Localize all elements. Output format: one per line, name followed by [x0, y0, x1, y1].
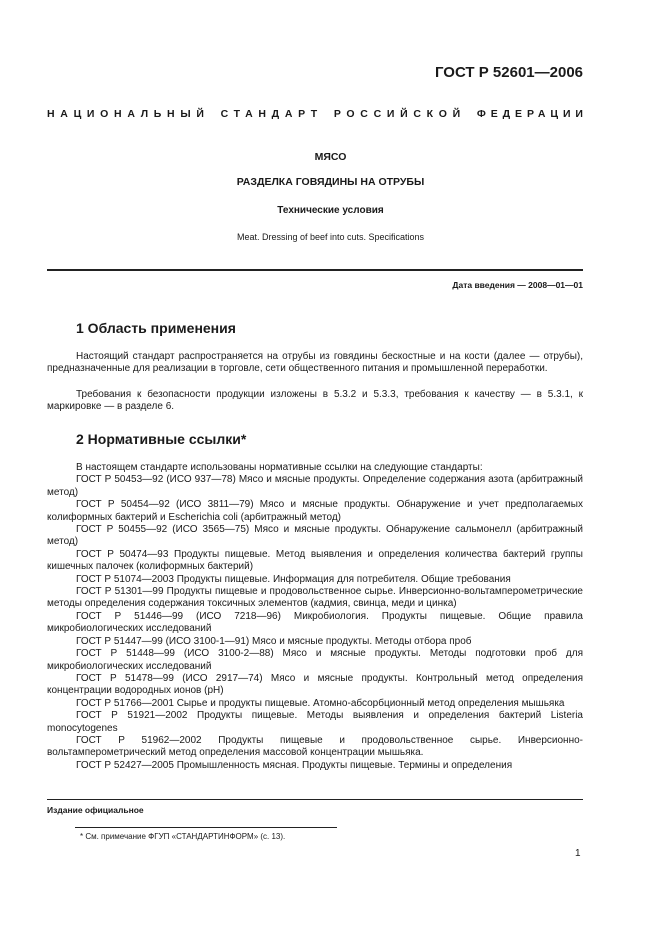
- references-intro: В настоящем стандарте использованы нормативные ссылки на следующие стандарты:: [76, 462, 483, 473]
- reference-item: ГОСТ Р 51921—2002 Продукты пищевые. Методы выявления и определения бактерий Listeria monocytogenes: [47, 710, 583, 734]
- introduction-date: Дата введения — 2008—01—01: [452, 280, 583, 290]
- document-number: ГОСТ Р 52601—2006: [434, 64, 583, 81]
- reference-item: ГОСТ Р 51448—99 (ИСО 3100-2—88) Мясо и мясные продукты. Методы подготовки проб для микробиологических исследований: [47, 648, 583, 672]
- title-sub: РАЗДЕЛКА ГОВЯДИНЫ НА ОТРУБЫ: [236, 176, 425, 188]
- title-technical-conditions: Технические условия: [277, 205, 384, 216]
- reference-item: ГОСТ Р 50455—92 (ИСО 3565—75) Мясо и мясные продукты. Обнаружение сальмонелл (арбитражный метод): [47, 524, 583, 548]
- banner-word: НАЦИОНАЛЬНЫЙ: [47, 108, 210, 120]
- reference-item: ГОСТ Р 50454—92 (ИСО 3811—79) Мясо и мясные продукты. Обнаружение и учет предполагаемых колиформных бактерий и Escherichia coli (арбитражный метод): [47, 499, 583, 523]
- reference-item: ГОСТ Р 51447—99 (ИСО 3100-1—91) Мясо и мясные продукты. Методы отбора проб: [76, 635, 472, 647]
- section-heading-references: 2 Нормативные ссылки*: [76, 431, 247, 447]
- title-english: Meat. Dressing of beef into cuts. Specifications: [236, 232, 425, 242]
- scope-paragraph: Настоящий стандарт распространяется на отрубы из говядины бескостные и на кости (далее — отрубы), предназначенные для реализации в торговле, сети общественного питания и промышленной переработки.: [47, 351, 583, 375]
- header-divider: [47, 269, 583, 271]
- scope-paragraph: Требования к безопасности продукции изложены в 5.3.2 и 5.3.3, требования к качеству — в 5.3.1, к маркировке — в разделе 6.: [47, 389, 583, 413]
- footnote-divider: [75, 827, 337, 828]
- reference-item: ГОСТ Р 50474—93 Продукты пищевые. Метод выявления и определения количества бактерий группы кишечных палочек (колиформных бактерий): [47, 548, 583, 573]
- references-list: [47, 462, 583, 772]
- reference-item: ГОСТ Р 50453—92 (ИСО 937—78) Мясо и мясные продукты. Определение содержания азота (арбитражный метод): [47, 474, 583, 498]
- reference-item: ГОСТ Р 51766—2001 Сырье и продукты пищевые. Атомно-абсорбционный метод определения мышьяка: [76, 697, 565, 709]
- banner-word: СТАНДАРТ: [220, 108, 323, 120]
- standard-banner: [47, 108, 588, 120]
- title-main: МЯСО: [314, 151, 347, 163]
- page-number: 1: [575, 848, 581, 859]
- reference-item: ГОСТ Р 51301—99 Продукты пищевые и продовольственное сырье. Инверсионно-вольтамперометрические методы определения содержания токсичных элементов (кадмия, свинца, меди и цинка): [47, 586, 583, 610]
- reference-item: ГОСТ Р 51446—99 (ИСО 7218—96) Микробиология. Продукты пищевые. Общие правила микробиологических исследований: [47, 610, 583, 635]
- reference-item: ГОСТ Р 52427—2005 Промышленность мясная. Продукты пищевые. Термины и определения: [76, 759, 513, 771]
- reference-item: ГОСТ Р 51962—2002 Продукты пищевые и продовольственное сырье. Инверсионно-вольтамперометрический метод определения массовой концентрации мышьяка.: [47, 734, 583, 759]
- reference-item: ГОСТ Р 51478—99 (ИСО 2917—74) Мясо и мясные продукты. Контрольный метод определения концентрации водородных ионов (pH): [47, 672, 583, 697]
- official-edition-label: Издание официальное: [47, 805, 144, 815]
- banner-word: ФЕДЕРАЦИИ: [476, 108, 588, 120]
- banner-word: РОССИЙСКОЙ: [333, 108, 466, 120]
- footnote: * См. примечание ФГУП «СТАНДАРТИНФОРМ» (с. 13).: [80, 832, 286, 841]
- section-heading-scope: 1 Область применения: [76, 320, 236, 336]
- reference-item: ГОСТ Р 51074—2003 Продукты пищевые. Информация для потребителя. Общие требования: [76, 573, 511, 585]
- footer-divider: [47, 799, 583, 800]
